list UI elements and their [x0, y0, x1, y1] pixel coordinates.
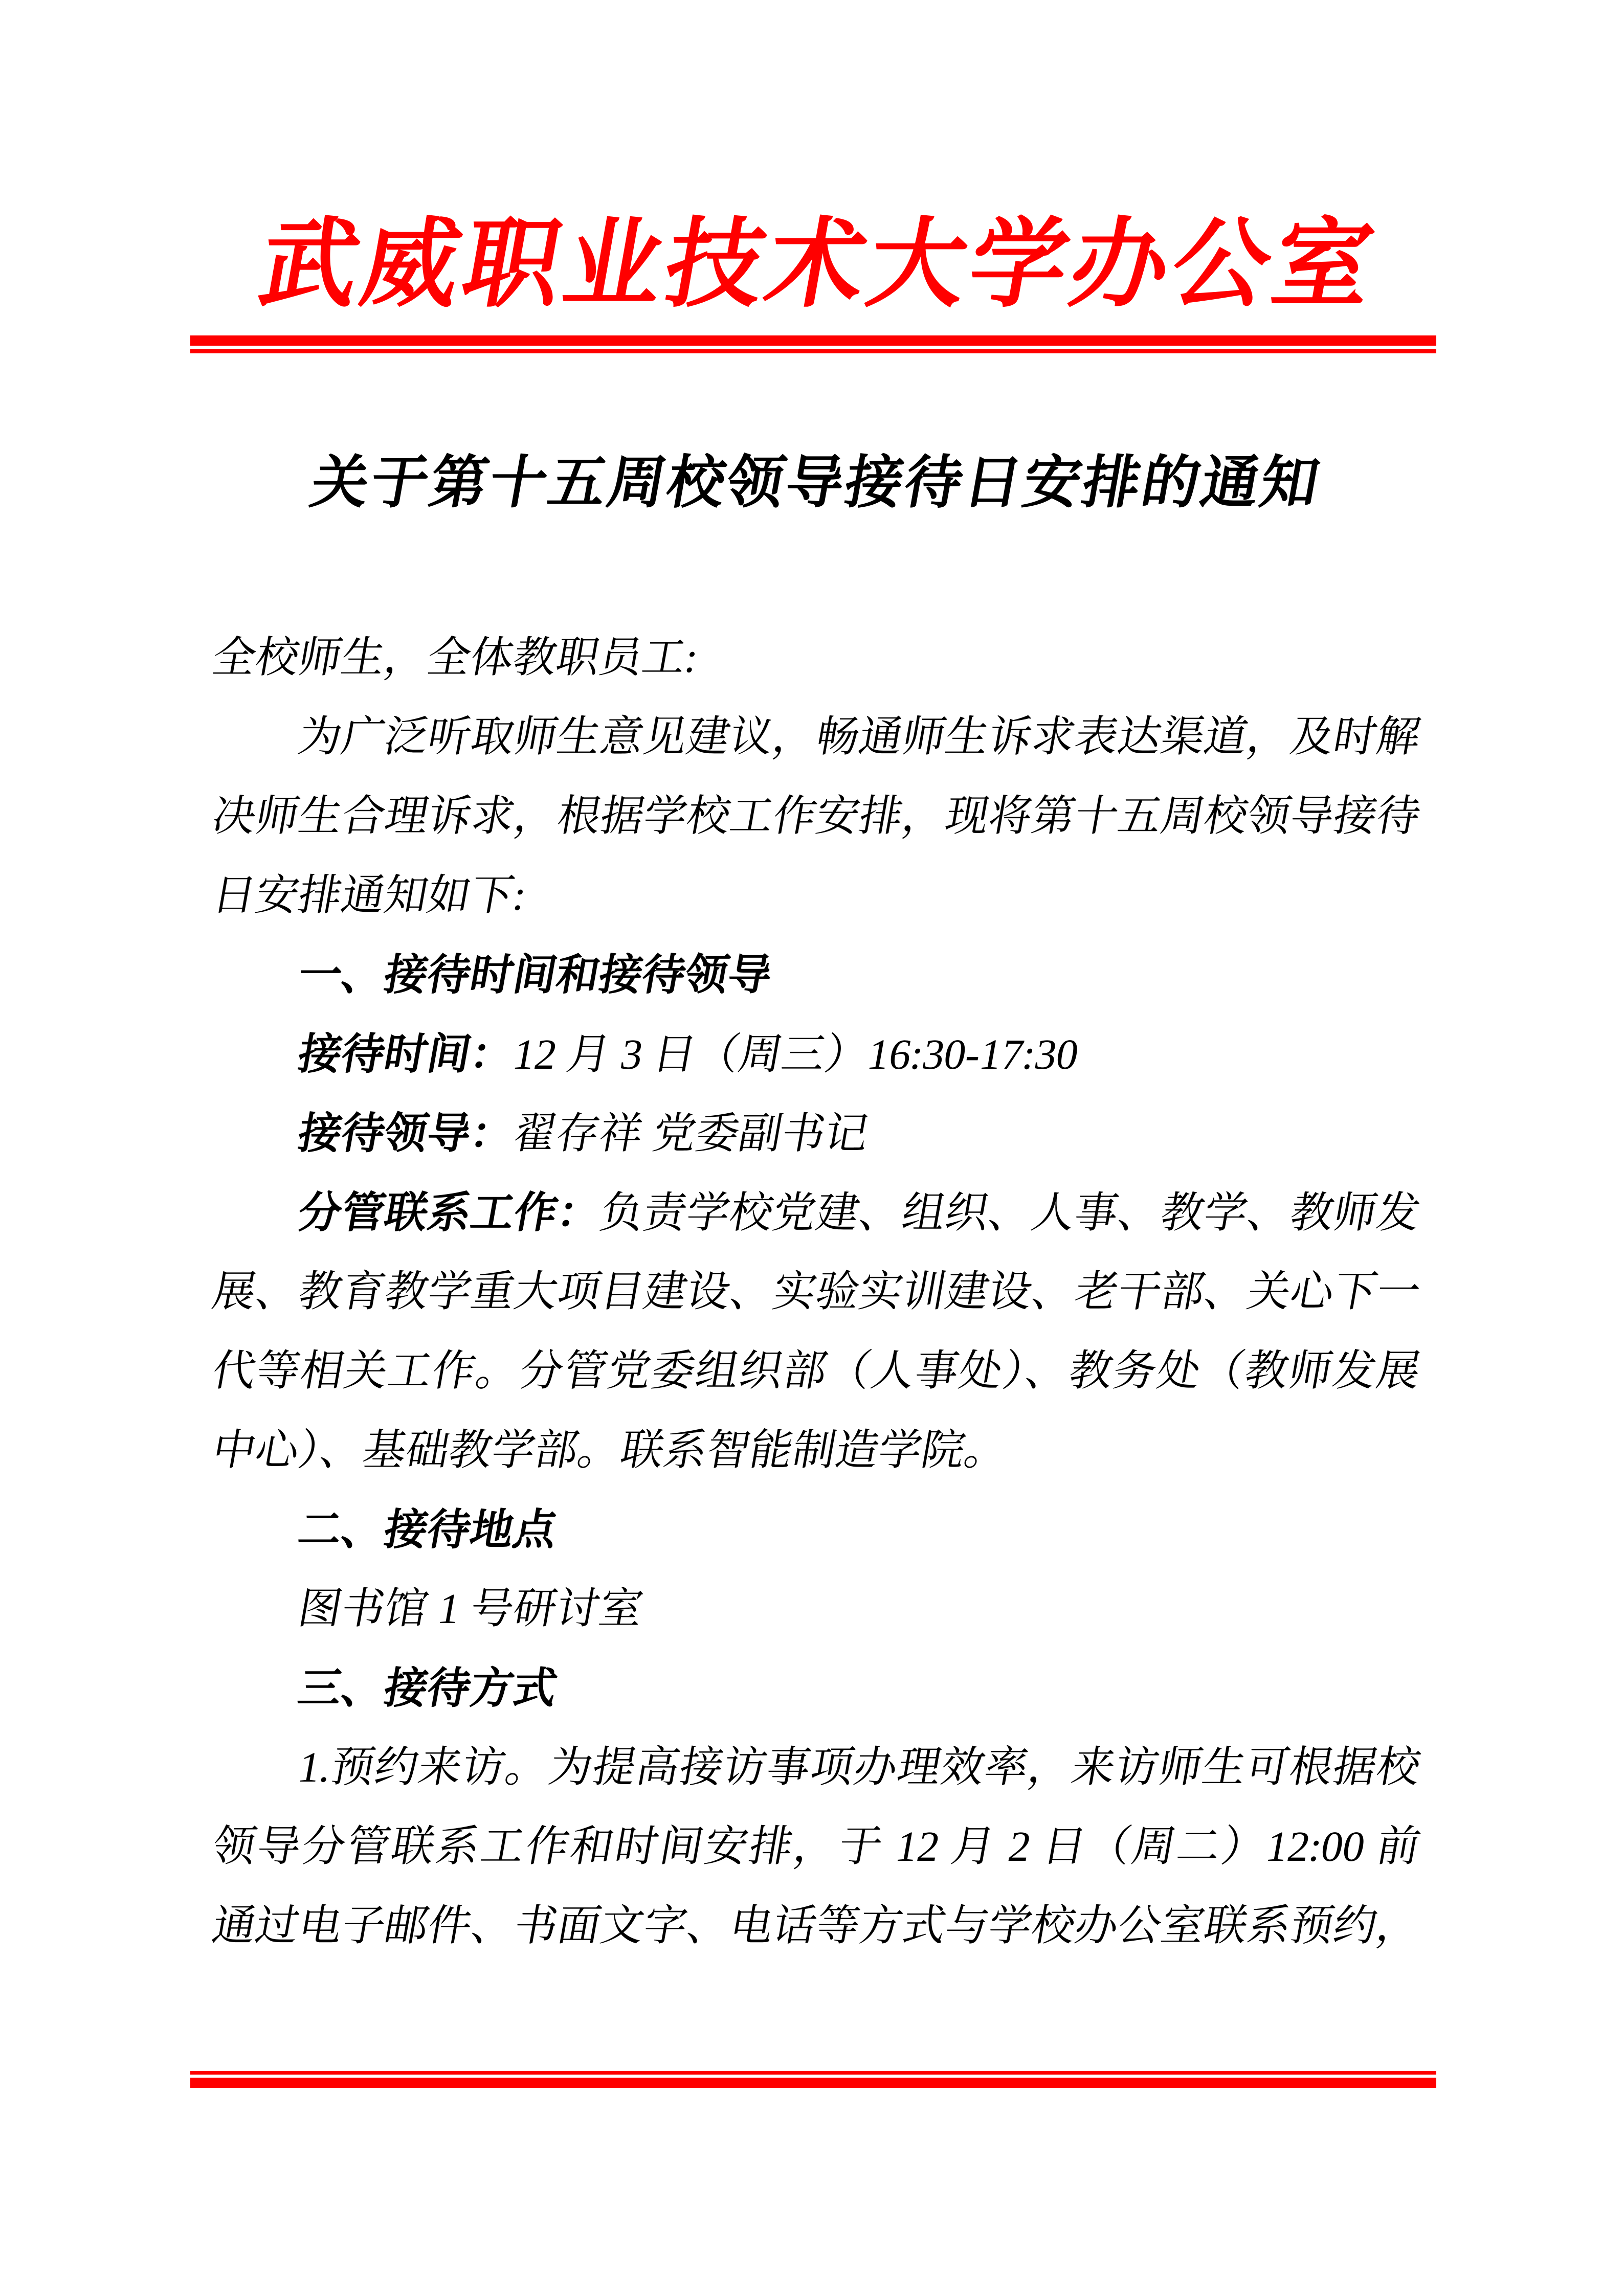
body-line-7-text: 翟存祥 党委副书记 [509, 1110, 873, 1158]
letterhead-org-title: 武威职业技术大学办公室 [252, 212, 1385, 319]
body-line-16 [206, 1807, 1427, 1886]
body-line-6-label: 接待时间： [295, 1030, 518, 1078]
body-line-5 [206, 935, 1427, 1015]
body-line-11-text: 中心）、基础教学部。联系智能制造学院。 [209, 1427, 1012, 1474]
body-line-4 [206, 856, 1427, 935]
notice-title: 关于第十五周校领导接待日安排的通知 [306, 452, 1326, 515]
body-line-1 [206, 618, 1427, 697]
body-line-17 [206, 1886, 1427, 1966]
body-line-14-label: 三、接待方式 [295, 1664, 561, 1712]
footer-rule-thick [190, 2078, 1436, 2088]
body-line-7-label: 接待领导： [295, 1109, 518, 1157]
body-line-1-text: 全校师生，全体教职员工: [209, 634, 702, 682]
footer-rule-thin [190, 2071, 1436, 2075]
body-line-5-label: 一、接待时间和接待领导 [295, 951, 776, 999]
header-rule-thin [190, 349, 1436, 353]
body-line-6 [206, 1015, 1427, 1094]
body-line-14 [206, 1649, 1427, 1728]
body-line-10-text: 代等相关工作。分管党委组织部（人事处）、教务处（教师发展 [209, 1347, 1425, 1395]
body-line-2 [206, 697, 1427, 777]
body-line-9 [206, 1252, 1427, 1332]
body-line-16-text: 领导分管联系工作和时间安排，于 12 月 2 日（周二）12:00 前 [209, 1823, 1425, 1871]
body-line-11 [206, 1411, 1427, 1490]
body-line-3 [206, 777, 1427, 856]
body-line-13-text: 图书馆 1 号研讨室 [295, 1585, 647, 1633]
body-line-8 [206, 1173, 1427, 1252]
body-line-7 [206, 1094, 1427, 1173]
body-line-6-text: 12 月 3 日（周三）16:30-17:30 [509, 1031, 1082, 1078]
document-body [209, 618, 1425, 1966]
body-line-8-label: 分管联系工作： [295, 1188, 605, 1236]
body-line-9-text: 展、教育教学重大项目建设、实验实训建设、老干部、关心下一 [209, 1268, 1425, 1316]
body-line-15 [206, 1728, 1427, 1807]
body-line-4-text: 日安排通知如下: [209, 872, 530, 919]
header-rule-thick [190, 335, 1436, 346]
body-line-12-label: 二、接待地点 [295, 1505, 561, 1554]
body-line-8-text: 负责学校党建、组织、人事、教学、教师发 [596, 1189, 1425, 1237]
body-line-15-text: 1.预约来访。为提高接访事项办理效率，来访师生可根据校 [295, 1744, 1425, 1791]
body-line-17-text: 通过电子邮件、书面文字、电话等方式与学校办公室联系预约， [209, 1902, 1425, 1950]
body-line-12 [206, 1490, 1427, 1569]
body-line-13 [206, 1569, 1427, 1649]
body-line-3-text: 决师生合理诉求，根据学校工作安排，现将第十五周校领导接待 [209, 793, 1425, 840]
body-line-2-text: 为广泛听取师生意见建议，畅通师生诉求表达渠道，及时解 [295, 713, 1425, 761]
body-line-10 [206, 1332, 1427, 1411]
